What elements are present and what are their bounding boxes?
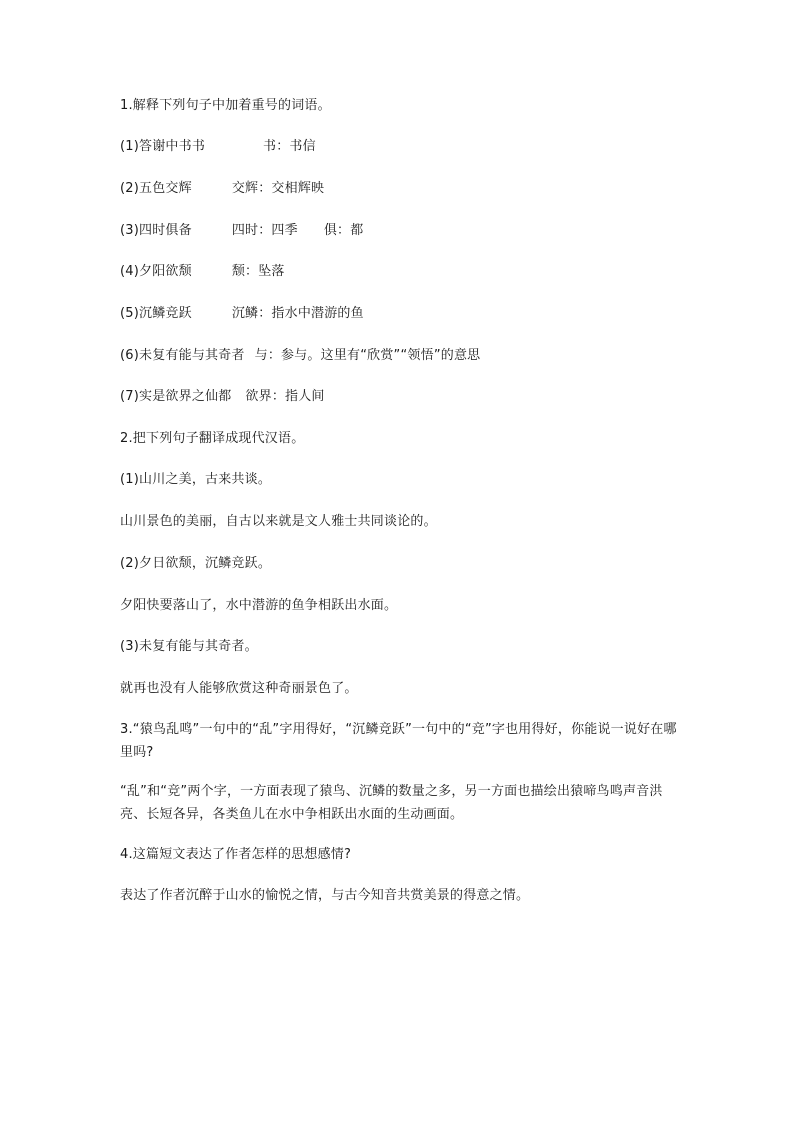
q1-item-7 (120, 387, 325, 407)
q1-item-gloss: 欲界：指人间 (245, 389, 325, 404)
q1-item-gloss: 颓：坠落 (231, 264, 285, 279)
q1-item-phrase: (5)沉鳞竞跃 (120, 306, 192, 321)
q3-answer: “乱”和“竞”两个字，一方面表现了猿鸟、沉鳞的数量之多，另一方面也描绘出猿啼鸟鸣声音洪亮、长短各异，各类鱼儿在水中争相跃出水面的生动画面。 (120, 784, 663, 822)
q4-answer: 表达了作者沉醉于山水的愉悦之情，与古今知音共赏美景的得意之情。 (120, 888, 530, 903)
q1-item-gloss: 沉鳞：指水中潜游的鱼 (231, 306, 364, 321)
q1-item-gloss: 交辉：交相辉映 (231, 181, 325, 196)
q1-item-gloss: 与：参与。这里有“欣赏”“领悟”的意思 (254, 348, 481, 363)
q1-item-phrase: (2)五色交辉 (120, 181, 192, 196)
q1-item-phrase: (6)未复有能与其奇者 (120, 348, 245, 363)
q1-item-4 (120, 262, 285, 282)
q2-sentence-2: (2)夕日欲颓，沉鳞竞跃。 (120, 556, 272, 571)
q2-sentence-1: (1)山川之美，古来共谈。 (120, 472, 272, 487)
q4-question: 4.这篇短文表达了作者怎样的思想感情? (120, 847, 352, 862)
q1-item-2 (120, 179, 324, 199)
q2-translation-2: 夕阳快要落山了，水中潜游的鱼争相跃出水面。 (120, 598, 398, 613)
q1-item-phrase: (7)实是欲界之仙都 (120, 389, 232, 404)
q1-item-gloss-2: 俱：都 (323, 223, 364, 238)
q1-item-gloss: 书：书信 (263, 139, 316, 154)
q1-item-phrase: (4)夕阳欲颓 (120, 264, 192, 279)
q1-item-6 (120, 346, 480, 366)
q2-translation-1: 山川景色的美丽，自古以来就是文人雅士共同谈论的。 (120, 514, 437, 529)
q2-sentence-3: (3)未复有能与其奇者。 (120, 639, 258, 654)
q1-item-3 (120, 221, 363, 241)
q3-question: 3.“猿鸟乱鸣”一句中的“乱”字用得好，“沉鳞竞跃”一句中的“竞”字也用得好，你能说一说好在哪里吗? (120, 722, 677, 760)
q1-heading: 1.解释下列句子中加着重号的词语。 (120, 98, 331, 113)
q2-translation-3: 就再也没有人能够欣赏这种奇丽景色了。 (120, 681, 358, 696)
q2-heading: 2.把下列句子翻译成现代汉语。 (120, 431, 305, 446)
q1-item-gloss: 四时：四季 (231, 223, 298, 238)
q1-item-5 (120, 304, 364, 324)
q1-item-phrase: (3)四时俱备 (120, 223, 192, 238)
q1-item-phrase: (1)答谢中书书 (120, 139, 206, 154)
q1-item-1 (120, 137, 316, 157)
